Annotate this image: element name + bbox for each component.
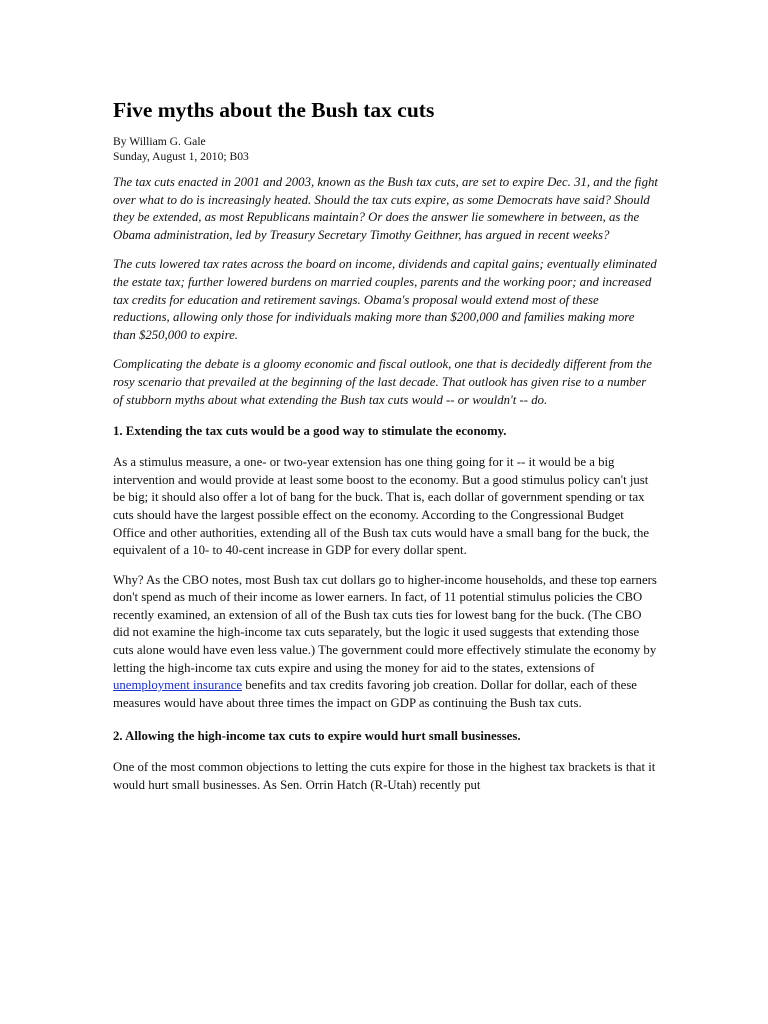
dateline: Sunday, August 1, 2010; B03	[113, 150, 249, 163]
intro-paragraph: The tax cuts enacted in 2001 and 2003, known as the Bush tax cuts, are set to expire Dec. 31, and the fight over what to do is increasingly heated. Should the tax cuts expire, as some Democrats have said? Should they be extended, as most Republicans maintain? Or does the answer lie somewhere in between, as the Obama administration, led by Treasury Secretary Timothy Geithner, has argued in recent weeks?	[113, 175, 658, 242]
intro-paragraph: The cuts lowered tax rates across the board on income, dividends and capital gains; eventually eliminated the estate tax; further lowered burdens on married couples, parents and the working poor; and increased tax credits for education and retirement savings. Obama's proposal would extend most of these reductions, allowing only those for individuals making more than $200,000 and families making more than $250,000 to expire.	[113, 257, 657, 342]
myth-1-heading: 1. Extending the tax cuts would be a good way to stimulate the economy.	[113, 424, 507, 439]
byline: By William G. Gale	[113, 135, 206, 148]
body-paragraph	[113, 572, 658, 713]
body-paragraph: One of the most common objections to letting the cuts expire for those in the highest tax brackets is that it would hurt small businesses. As Sen. Orrin Hatch (R-Utah) recently put	[113, 760, 656, 793]
article	[113, 96, 658, 807]
body-text: Why? As the CBO notes, most Bush tax cut dollars go to higher-income households, and these top earners don't spend as much of their income as lower earners. In fact, of 11 potential stimulus policies the CBO recently examined, an extension of all of the Bush tax cuts ties for lowest bang for the buck. (The CBO did not examine the high-income tax cuts separately, but the logic it used suggests that extending those cuts alone would have even less value.) The government could more effectively stimulate the economy by letting the high-income tax cuts expire and using the money for aid to the states, extensions of	[113, 572, 657, 675]
myth-2-heading: 2. Allowing the high-income tax cuts to expire would hurt small businesses.	[113, 729, 521, 744]
unemployment-insurance-link[interactable]: unemployment insurance	[113, 678, 242, 693]
body-paragraph: As a stimulus measure, a one- or two-year extension has one thing going for it -- it would be a big intervention and would provide at least some boost to the economy. But a good stimulus policy can't just be big; it should also offer a lot of bang for the buck. That is, each dollar of government spending or tax cuts should have the largest possible effect on the economy. According to the Congressional Budget Office and other authorities, extending all of the Bush tax cuts would have a small bang for the buck, the equivalent of a 10- to 40-cent increase in GDP for every dollar spent.	[113, 455, 650, 558]
body-text: benefits and tax credits favoring job creation. Dollar for dollar, each of these measures would have about three times the impact on GDP as continuing the Bush tax cuts.	[113, 678, 637, 710]
article-title: Five myths about the Bush tax cuts	[113, 98, 435, 122]
intro-paragraph: Complicating the debate is a gloomy economic and fiscal outlook, one that is decidedly different from the rosy scenario that prevailed at the beginning of the last decade. That outlook has given rise to a number of stubborn myths about what extending the Bush tax cuts would -- or wouldn't -- do.	[113, 357, 652, 407]
